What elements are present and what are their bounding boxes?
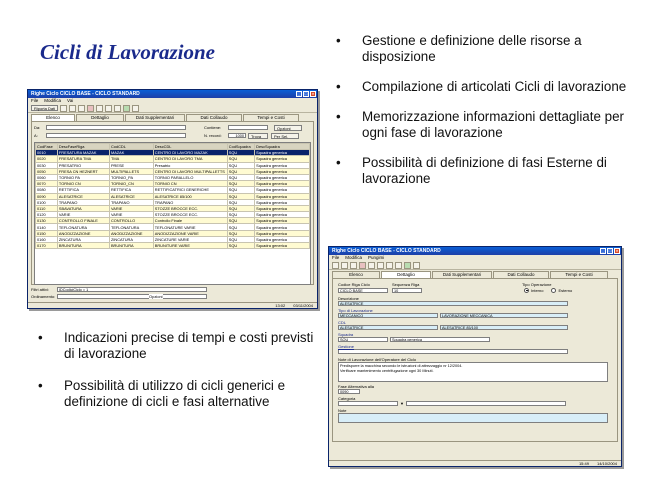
table-row[interactable] xyxy=(36,187,310,193)
table-cell: SQU xyxy=(227,168,254,174)
table-cell: Squadra generica xyxy=(255,224,310,230)
table-row[interactable] xyxy=(36,150,310,156)
menu-file[interactable]: File xyxy=(31,98,39,103)
table-cell: Squadra generica xyxy=(255,174,310,180)
table-cell: Squadra generica xyxy=(255,236,310,242)
categoria-select[interactable] xyxy=(338,401,398,406)
tab-dati-supplementari[interactable]: Dati Supplementari xyxy=(432,271,492,278)
maximize-icon[interactable]: □ xyxy=(304,91,308,96)
table-cell: SQU xyxy=(227,187,254,193)
list-panel xyxy=(31,121,314,285)
squadra-code[interactable]: SQU xyxy=(338,337,388,342)
table-cell: CENTRO DI LAVORO TMA xyxy=(153,156,227,162)
order-label: Ordinamento: xyxy=(31,294,56,299)
tab-dati-collaudo[interactable]: Dati Collaudo xyxy=(186,114,242,121)
interno-radio[interactable] xyxy=(524,288,529,293)
table-row[interactable] xyxy=(36,236,310,242)
table-row[interactable] xyxy=(36,230,310,236)
codice-label: Codice Riga Ciclo xyxy=(338,282,370,287)
table-cell: FRESA CN HEZNERT xyxy=(57,168,109,174)
table-row[interactable] xyxy=(36,156,310,162)
table-cell: ALESATRICE xyxy=(57,193,109,199)
table-cell: ALESATRICE xyxy=(109,193,153,199)
table-cell: VARIE xyxy=(109,212,153,218)
bullet-item: • Memorizzazione informazioni dettagliate per ogni fase di lavorazione xyxy=(336,109,624,140)
table-cell: TMA xyxy=(109,156,153,162)
da-field[interactable] xyxy=(46,125,186,130)
help-icon[interactable] xyxy=(413,262,420,269)
table-cell: SQU xyxy=(227,224,254,230)
grid-column-header[interactable]: CodCDL xyxy=(109,144,153,150)
trova-button[interactable]: Trova xyxy=(248,133,268,139)
table-row[interactable] xyxy=(36,224,310,230)
detail-panel xyxy=(332,278,618,442)
squadra-desc[interactable]: Squadra generica xyxy=(390,337,490,342)
table-cell: MAZAK xyxy=(109,150,153,156)
delete-icon[interactable] xyxy=(359,262,366,269)
table-cell: 0120 xyxy=(36,212,58,218)
esterno-label: Esterno xyxy=(558,287,573,293)
bullet-icon: • xyxy=(336,79,341,94)
esterno-radio[interactable] xyxy=(551,288,556,293)
status-bar xyxy=(28,302,317,308)
tab-elenco[interactable]: Elenco xyxy=(332,271,380,278)
grid-column-header[interactable]: CodFase xyxy=(36,144,58,150)
note-lavorazione-field[interactable]: Predisporre la macchina secondo le istruzioni di attrezzaggio nr 12/2004. Verificare mantenimento centrifugazione ogni 30 Minuti. xyxy=(338,362,608,382)
n-record-field[interactable]: 1000 xyxy=(228,133,246,138)
table-cell: TORNIO PARALLELO xyxy=(153,174,227,180)
bullet-item: • Indicazioni precise di tempi e costi previsti di lavorazione xyxy=(38,330,314,361)
table-cell: FRESATURA MAZAK xyxy=(57,150,109,156)
table-cell: TRAPANO xyxy=(57,199,109,205)
grid-column-header[interactable]: CodSquadra xyxy=(227,144,254,150)
tab-dettaglio[interactable]: Dettaglio xyxy=(381,271,431,278)
table-row[interactable] xyxy=(36,243,310,249)
gestione-label: Gestione xyxy=(338,344,355,349)
riporta-dati-button[interactable]: Riporta Dati xyxy=(31,105,58,111)
table-cell: ANODIZZAZIONE xyxy=(109,230,153,236)
table-cell: CONTROLLO xyxy=(109,218,153,224)
table-cell: Squadra generica xyxy=(255,150,310,156)
cdl-desc[interactable]: ALESATRICE 85/100 xyxy=(440,325,568,330)
next-icon[interactable] xyxy=(386,262,393,269)
status-date: 14/10/2004 xyxy=(596,461,617,466)
order-field[interactable] xyxy=(57,294,207,299)
tipo-lavorazione-label: Tipo di Lavorazione xyxy=(338,308,373,313)
next-icon[interactable] xyxy=(114,105,121,112)
table-cell: SQU xyxy=(227,243,254,249)
bullet-item: • Possibilità di utilizzo di cicli generici e definizione di cicli e fasi alternative xyxy=(38,378,286,409)
toolbar xyxy=(28,104,317,113)
table-cell: PRESATRIO xyxy=(57,162,109,168)
da-label: Da: xyxy=(34,125,41,130)
excel-icon[interactable] xyxy=(123,105,130,112)
first-icon[interactable] xyxy=(96,105,103,112)
table-cell: TORNIO_PA xyxy=(109,174,153,180)
table-cell: RETTIFICA xyxy=(109,187,153,193)
n-record-label: N. record: xyxy=(204,133,222,138)
table-cell: ZINCATURA xyxy=(109,236,153,242)
table-cell: TEFLONATURE VARIE xyxy=(153,224,227,230)
squadra-label: Squadra xyxy=(338,332,354,337)
order-options[interactable]: Opzioni xyxy=(149,294,163,299)
table-cell: 0150 xyxy=(36,230,58,236)
toolbar xyxy=(329,261,621,270)
categoria-label: Categoria xyxy=(338,396,356,401)
table-cell: FRESATURA TMA xyxy=(57,156,109,162)
bullet-icon: • xyxy=(38,330,43,345)
bullet-icon: • xyxy=(336,33,341,48)
bullet-item: • Possibilità di definizione di fasi Esterne di lavorazione xyxy=(336,155,607,186)
table-cell: 0080 xyxy=(36,187,58,193)
page-title: Cicli di Lavorazione xyxy=(40,40,215,64)
grid-column-header[interactable]: DescFaseRiga xyxy=(57,144,109,150)
table-cell: SQU xyxy=(227,174,254,180)
filter-field[interactable]: IDCodiciCiclo = 1 xyxy=(57,287,207,292)
status-date: 03/11/2004 xyxy=(293,303,313,308)
first-icon[interactable] xyxy=(368,262,375,269)
menu-modifica[interactable]: Modifica xyxy=(44,98,62,103)
note-field[interactable] xyxy=(338,413,608,423)
grid-container xyxy=(34,142,311,285)
table-cell: Squadra generica xyxy=(255,205,310,211)
tipo-operazione-label: Tipo Operazione xyxy=(522,282,552,287)
table-cell: Squadra generica xyxy=(255,187,310,193)
table-cell: Squadra generica xyxy=(255,156,310,162)
sequenza-field[interactable]: 10 xyxy=(392,288,422,293)
per-sel-button[interactable]: Per Sel. xyxy=(271,133,299,139)
table-cell: BRUNITURA xyxy=(109,243,153,249)
table-cell: SQU xyxy=(227,218,254,224)
tab-strip xyxy=(28,113,317,121)
table-cell: CONTROLLO FINALE xyxy=(57,218,109,224)
table-cell: 0160 xyxy=(36,236,58,242)
table-cell: Squadra generica xyxy=(255,218,310,224)
table-cell: 0130 xyxy=(36,218,58,224)
table-cell: 0110 xyxy=(36,205,58,211)
tipo-lavorazione-desc[interactable]: LAVORAZIONE MECCANICA xyxy=(440,313,568,318)
note-lavorazione-label: Note di Lavorazione dell'Operatore del Ciclo xyxy=(338,357,417,362)
menu-vai[interactable]: Vai xyxy=(67,98,74,103)
bullet-icon: • xyxy=(38,378,43,393)
table-cell: Squadra generica xyxy=(255,199,310,205)
table-cell: 0170 xyxy=(36,243,58,249)
bullet-icon: • xyxy=(336,155,341,170)
cycle-grid xyxy=(35,143,310,249)
table-cell: Squadra generica xyxy=(255,168,310,174)
feature-list-left xyxy=(38,330,323,426)
table-cell: BRUNITURA xyxy=(57,243,109,249)
tab-strip xyxy=(329,270,621,278)
a-label: A: xyxy=(34,133,38,138)
table-cell: 0140 xyxy=(36,224,58,230)
table-row[interactable] xyxy=(36,174,310,180)
codice-field[interactable]: CICLO BASE xyxy=(338,288,388,293)
gestione-field[interactable] xyxy=(338,349,568,354)
last-icon[interactable] xyxy=(395,262,402,269)
grid-column-header[interactable]: DescCDL xyxy=(153,144,227,150)
table-row[interactable] xyxy=(36,218,310,224)
note-label: Note xyxy=(338,408,347,413)
minimize-icon[interactable]: _ xyxy=(297,91,301,96)
new-icon[interactable] xyxy=(350,262,357,269)
print-icon[interactable] xyxy=(332,262,339,269)
bullet-item: • Gestione e definizione delle risorse a disposizione xyxy=(336,33,582,64)
a-field[interactable] xyxy=(46,133,186,138)
contiene-field[interactable] xyxy=(228,125,268,130)
new-icon[interactable] xyxy=(78,105,85,112)
table-row[interactable] xyxy=(36,199,310,205)
table-cell: RETTIFICA xyxy=(57,187,109,193)
table-cell: RETTIFICATRICI GENERICHE xyxy=(153,187,227,193)
categoria-desc[interactable] xyxy=(406,401,566,406)
table-cell: VARIE xyxy=(57,212,109,218)
status-bar xyxy=(329,460,621,466)
table-cell: SQU xyxy=(227,162,254,168)
cdl-label: CDL xyxy=(338,320,347,325)
close-icon[interactable]: × xyxy=(615,248,619,253)
table-cell: TORNIO_CN xyxy=(109,181,153,187)
print-icon[interactable] xyxy=(60,105,67,112)
table-cell: BRUNITURE VARIE xyxy=(153,243,227,249)
table-cell: Squadra generica xyxy=(255,243,310,249)
cycle-list-window xyxy=(27,89,318,309)
table-cell: Squadra generica xyxy=(255,212,310,218)
tab-dati-collaudo[interactable]: Dati Collaudo xyxy=(493,271,549,278)
tipo-lavorazione-code[interactable]: MECCANICO xyxy=(338,313,438,318)
table-cell: Squadra generica xyxy=(255,230,310,236)
feature-list-right xyxy=(336,33,636,201)
cycle-detail-window xyxy=(328,246,622,467)
grid-column-header[interactable]: DescSquadra xyxy=(255,144,310,150)
table-cell: SBAVATURA xyxy=(57,205,109,211)
table-cell: Squadra generica xyxy=(255,193,310,199)
chevron-down-icon[interactable]: ▼ xyxy=(400,401,404,406)
tab-tempi-costi[interactable]: Tempi e Costi xyxy=(243,114,299,121)
table-row[interactable] xyxy=(36,181,310,187)
table-cell: TEFLONATURA xyxy=(109,224,153,230)
table-cell: ANODIZZAZIONE xyxy=(57,230,109,236)
bullet-item: • Compilazione di articolati Cicli di lavorazione xyxy=(336,79,627,94)
table-cell: CENTRO DI LAVORO MULTIPALLETTS xyxy=(153,168,227,174)
table-cell: ZINCATURA xyxy=(57,236,109,242)
table-cell: SQU xyxy=(227,236,254,242)
sequenza-label: Sequenza Riga xyxy=(392,282,420,287)
table-row[interactable] xyxy=(36,205,310,211)
table-cell: TORNIO PA xyxy=(57,174,109,180)
table-cell: SQU xyxy=(227,181,254,187)
save-icon[interactable] xyxy=(341,262,348,269)
table-cell: SQU xyxy=(227,193,254,199)
delete-icon[interactable] xyxy=(87,105,94,112)
table-cell: TRAPANO xyxy=(153,199,227,205)
interno-label: Interno xyxy=(531,287,544,293)
table-row[interactable] xyxy=(36,168,310,174)
table-cell: VARIE xyxy=(109,205,153,211)
tab-dati-supplementari[interactable]: Dati Supplementari xyxy=(125,114,185,121)
table-cell: SQU xyxy=(227,212,254,218)
table-cell: TRAPANO xyxy=(109,199,153,205)
table-cell: TORNIO CN xyxy=(57,181,109,187)
prev-icon[interactable] xyxy=(377,262,384,269)
table-cell: Presatrio xyxy=(153,162,227,168)
table-cell: 0090 xyxy=(36,193,58,199)
maximize-icon[interactable]: □ xyxy=(608,248,612,253)
table-cell: 0070 xyxy=(36,181,58,187)
status-time: 13:02 xyxy=(275,303,286,308)
window-titlebar[interactable]: Righe Ciclo CICLO BASE - CICLO STANDARD _ □ × xyxy=(28,90,317,98)
cdl-code[interactable]: ALESATRICE xyxy=(338,325,438,330)
fase-alternativa-field[interactable]: 0090 xyxy=(338,389,360,394)
table-cell: MULTIPALLETS xyxy=(109,168,153,174)
table-cell: Squadra generica xyxy=(255,181,310,187)
table-cell: SQU xyxy=(227,205,254,211)
table-cell: PRESE xyxy=(109,162,153,168)
table-cell: STOZZE BROCCE ECC. xyxy=(153,205,227,211)
menu-pungimi[interactable]: Pungimi xyxy=(368,255,385,260)
descrizione-field[interactable]: ALESATRICE xyxy=(338,301,568,306)
prev-icon[interactable] xyxy=(105,105,112,112)
tab-tempi-costi[interactable]: Tempi e Costi xyxy=(550,271,608,278)
table-cell: ANODIZZAZIONE VARIE xyxy=(153,230,227,236)
excel-icon[interactable] xyxy=(404,262,411,269)
table-cell: SQU xyxy=(227,156,254,162)
menu-modifica[interactable]: Modifica xyxy=(345,255,363,260)
table-cell: TORNIO CN xyxy=(153,181,227,187)
table-cell: 0100 xyxy=(36,199,58,205)
tab-elenco[interactable]: Elenco xyxy=(31,114,75,121)
filter-bar xyxy=(28,285,317,301)
table-row[interactable] xyxy=(36,193,310,199)
close-icon[interactable]: × xyxy=(311,91,315,96)
menu-file[interactable]: File xyxy=(332,255,340,260)
table-cell: 0060 xyxy=(36,174,58,180)
table-cell: 0030 xyxy=(36,162,58,168)
save-icon[interactable] xyxy=(69,105,76,112)
opzioni-button[interactable]: Opzioni xyxy=(274,125,302,131)
contiene-label: Contiene: xyxy=(204,125,222,130)
table-cell: TEFLONATURA xyxy=(57,224,109,230)
table-cell: ALESATRICE 85/100 xyxy=(153,193,227,199)
table-cell: SQU xyxy=(227,199,254,205)
table-cell: Squadra generica xyxy=(255,162,310,168)
table-cell: 0010 xyxy=(36,150,58,156)
table-cell: CENTRO DI LAVORO MAZAK xyxy=(153,150,227,156)
fase-alternativa-label: Fase Alternativa alla xyxy=(338,384,375,389)
table-cell: 0050 xyxy=(36,168,58,174)
table-cell: STOZZE BROCCE ECC. xyxy=(153,212,227,218)
filter-label: Filtri attivi: xyxy=(31,287,49,292)
table-cell: SQU xyxy=(227,230,254,236)
table-cell: 0020 xyxy=(36,156,58,162)
radio-dot xyxy=(526,290,528,292)
window-titlebar[interactable]: Righe Ciclo CICLO BASE - CICLO STANDARD _ □ × xyxy=(329,247,621,255)
tab-dettaglio[interactable]: Dettaglio xyxy=(76,114,124,121)
status-time: 15:49 xyxy=(578,461,589,466)
minimize-icon[interactable]: _ xyxy=(601,248,605,253)
table-cell: SQU xyxy=(227,150,254,156)
help-icon[interactable] xyxy=(132,105,139,112)
table-cell: Controllo Finale xyxy=(153,218,227,224)
bullet-icon: • xyxy=(336,109,341,124)
descrizione-label: Descrizione xyxy=(338,296,359,301)
table-cell: ZINCATURE VARIE xyxy=(153,236,227,242)
